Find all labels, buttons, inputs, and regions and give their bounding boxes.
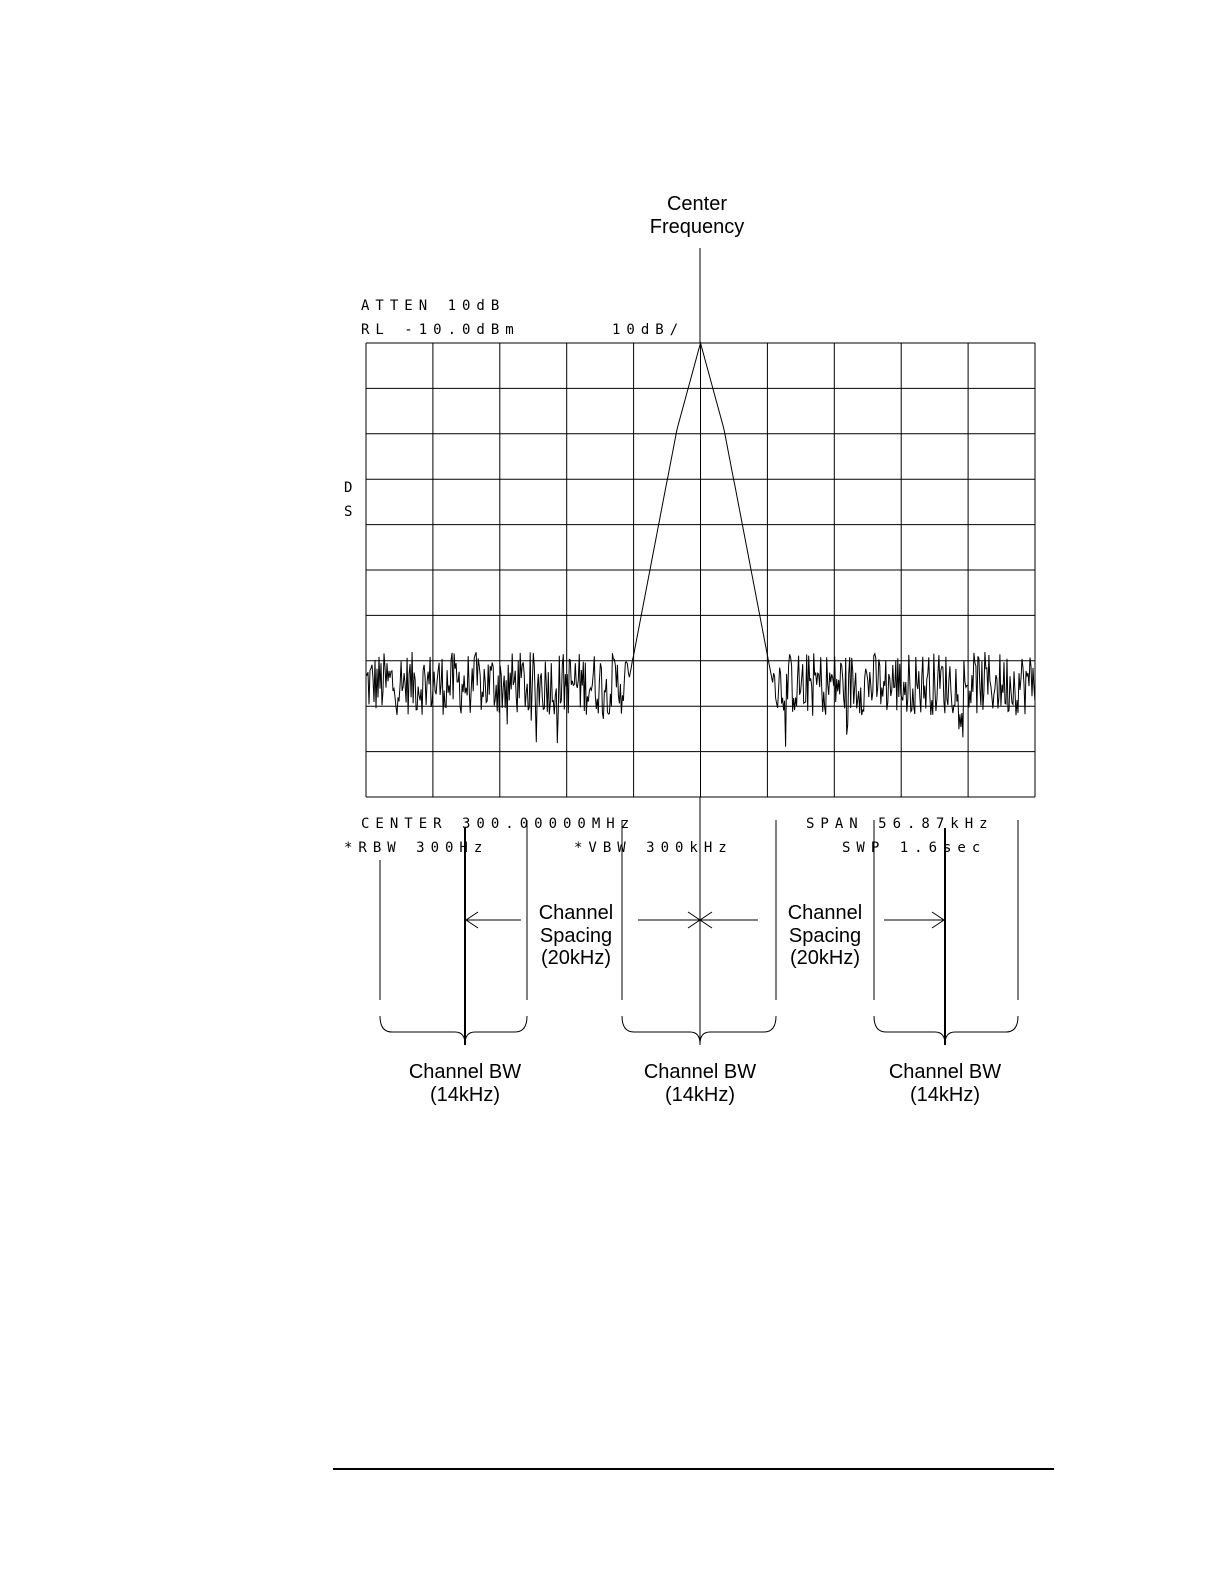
rbw-readout: *RBW 300Hz [344, 840, 489, 856]
sweep-readout: SWP 1.6sec [842, 840, 987, 856]
graticule [366, 343, 1035, 797]
center-frequency-label-line1: Center [666, 193, 728, 215]
spacing-left-line1: Channel [538, 902, 614, 924]
scale-readout: 10dB/ [612, 322, 685, 338]
center-frequency-label-line2: Frequency [649, 216, 745, 238]
spacing-left-line2: Spacing [539, 925, 613, 947]
bw-right-line2: (14kHz) [909, 1084, 981, 1106]
side-mark-s: S [344, 504, 359, 520]
bw-right-line1: Channel BW [888, 1061, 1002, 1083]
spacing-right-line3: (20kHz) [789, 947, 861, 969]
ref-level-readout: RL -10.0dBm [361, 322, 520, 338]
center-readout: CENTER 300.00000MHz [361, 816, 636, 832]
spacing-right-line1: Channel [787, 902, 863, 924]
bw-left-line1: Channel BW [408, 1061, 522, 1083]
center-channel-brace [622, 1016, 776, 1044]
spacing-right-line2: Spacing [788, 925, 862, 947]
span-readout: SPAN 56.87kHz [806, 816, 994, 832]
bw-center-line2: (14kHz) [664, 1084, 736, 1106]
side-mark-d: D [344, 480, 359, 496]
spacing-arrows [466, 912, 944, 928]
bw-left-line2: (14kHz) [429, 1084, 501, 1106]
left-channel-brace [380, 1016, 527, 1044]
bw-center-line1: Channel BW [643, 1061, 757, 1083]
spacing-left-line3: (20kHz) [540, 947, 612, 969]
atten-readout: ATTEN 10dB [361, 298, 506, 314]
vbw-readout: *VBW 300kHz [574, 840, 733, 856]
